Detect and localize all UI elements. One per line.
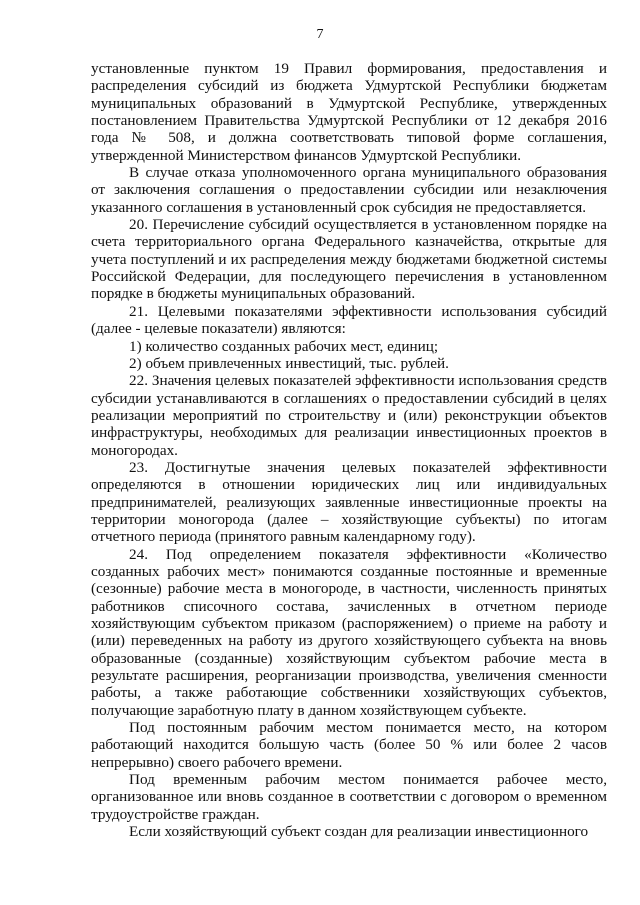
paragraph-temporary-workplace: Под временным рабочим местом понимается рабочее место, организованное или вновь созданное в соответствии с договором о временном трудоустройстве граждан. [91, 771, 607, 823]
list-item-1: 1) количество созданных рабочих мест, единиц; [129, 337, 439, 355]
page-number: 7 [316, 27, 324, 42]
paragraph-24: 24. Под определением показателя эффективности «Количество созданных рабочих мест» понимаются созданные постоянные и временные (сезонные) рабочие места в моногороде, в частности, численность принятых работников списочного состава, зачисленных в отчетном периоде хозяйствующим субъектом приказом (распоряжением) о приеме на работу и (или) переведенных на работу из другого хозяйствующего субъекта на вновь образованные (созданные) хозяйствующим субъектом рабочие места в результате расширения, реорганизации производства, увеличения сменности работы, а также работающие собственники хозяйствующих субъектов, получающие заработную плату в данном хозяйствующем субъекте. [91, 545, 607, 719]
paragraph-21: 21. Целевыми показателями эффективности использования субсидий (далее - целевые показатели) являются: [91, 302, 607, 338]
paragraph-23: 23. Достигнутые значения целевых показателей эффективности определяются в отношении юридических лиц или индивидуальных предпринимателей, реализующих заявленные инвестиционные проекты на территории моногорода (далее – хозяйствующие субъекты) по итогам отчетного периода (принятого равным календарному году). [91, 458, 607, 546]
list-item-2: 2) объем привлеченных инвестиций, тыс. рублей. [129, 354, 449, 372]
document-body [91, 60, 607, 840]
paragraph-investment-entity: Если хозяйствующий субъект создан для реализации инвестиционного [129, 823, 589, 841]
paragraph-22: 22. Значения целевых показателей эффективности использования средств субсидии устанавливаются в соглашениях о предоставлении субсидий в целях реализации мероприятий по строительству и (или) реконструкции объектов инфраструктуры, необходимых для реализации инвестиционных проектов в моногородах. [91, 372, 607, 459]
paragraph-20: 20. Перечисление субсидий осуществляется в установленном порядке на счета территориального органа Федерального казначейства, открытые для учета поступлений и их распределения между бюджетами бюджетной системы Российской Федерации, для последующего перечисления в установленном порядке в бюджеты муниципальных образований. [91, 216, 607, 303]
paragraph-permanent-workplace: Под постоянным рабочим местом понимается место, на котором работающий находится большую часть (более 50 % или более 2 часов непрерывно) своего рабочего времени. [91, 719, 607, 771]
paragraph-continuation: установленные пунктом 19 Правил формирования, предоставления и распределения субсидий из бюджета Удмуртской Республики бюджетам муниципальных образований в Удмуртской Республике, утвержденных постановлением Правительства Удмуртской Республики от 12 декабря 2016 года № 508, и должна соответствовать типовой форме соглашения, утвержденной Министерством финансов Удмуртской Республики. [91, 60, 607, 164]
paragraph-refusal: В случае отказа уполномоченного органа муниципального образования от заключения соглашения о предоставлении субсидии или незаключения указанного соглашения в установленный срок субсидия не предоставляется. [91, 164, 607, 216]
